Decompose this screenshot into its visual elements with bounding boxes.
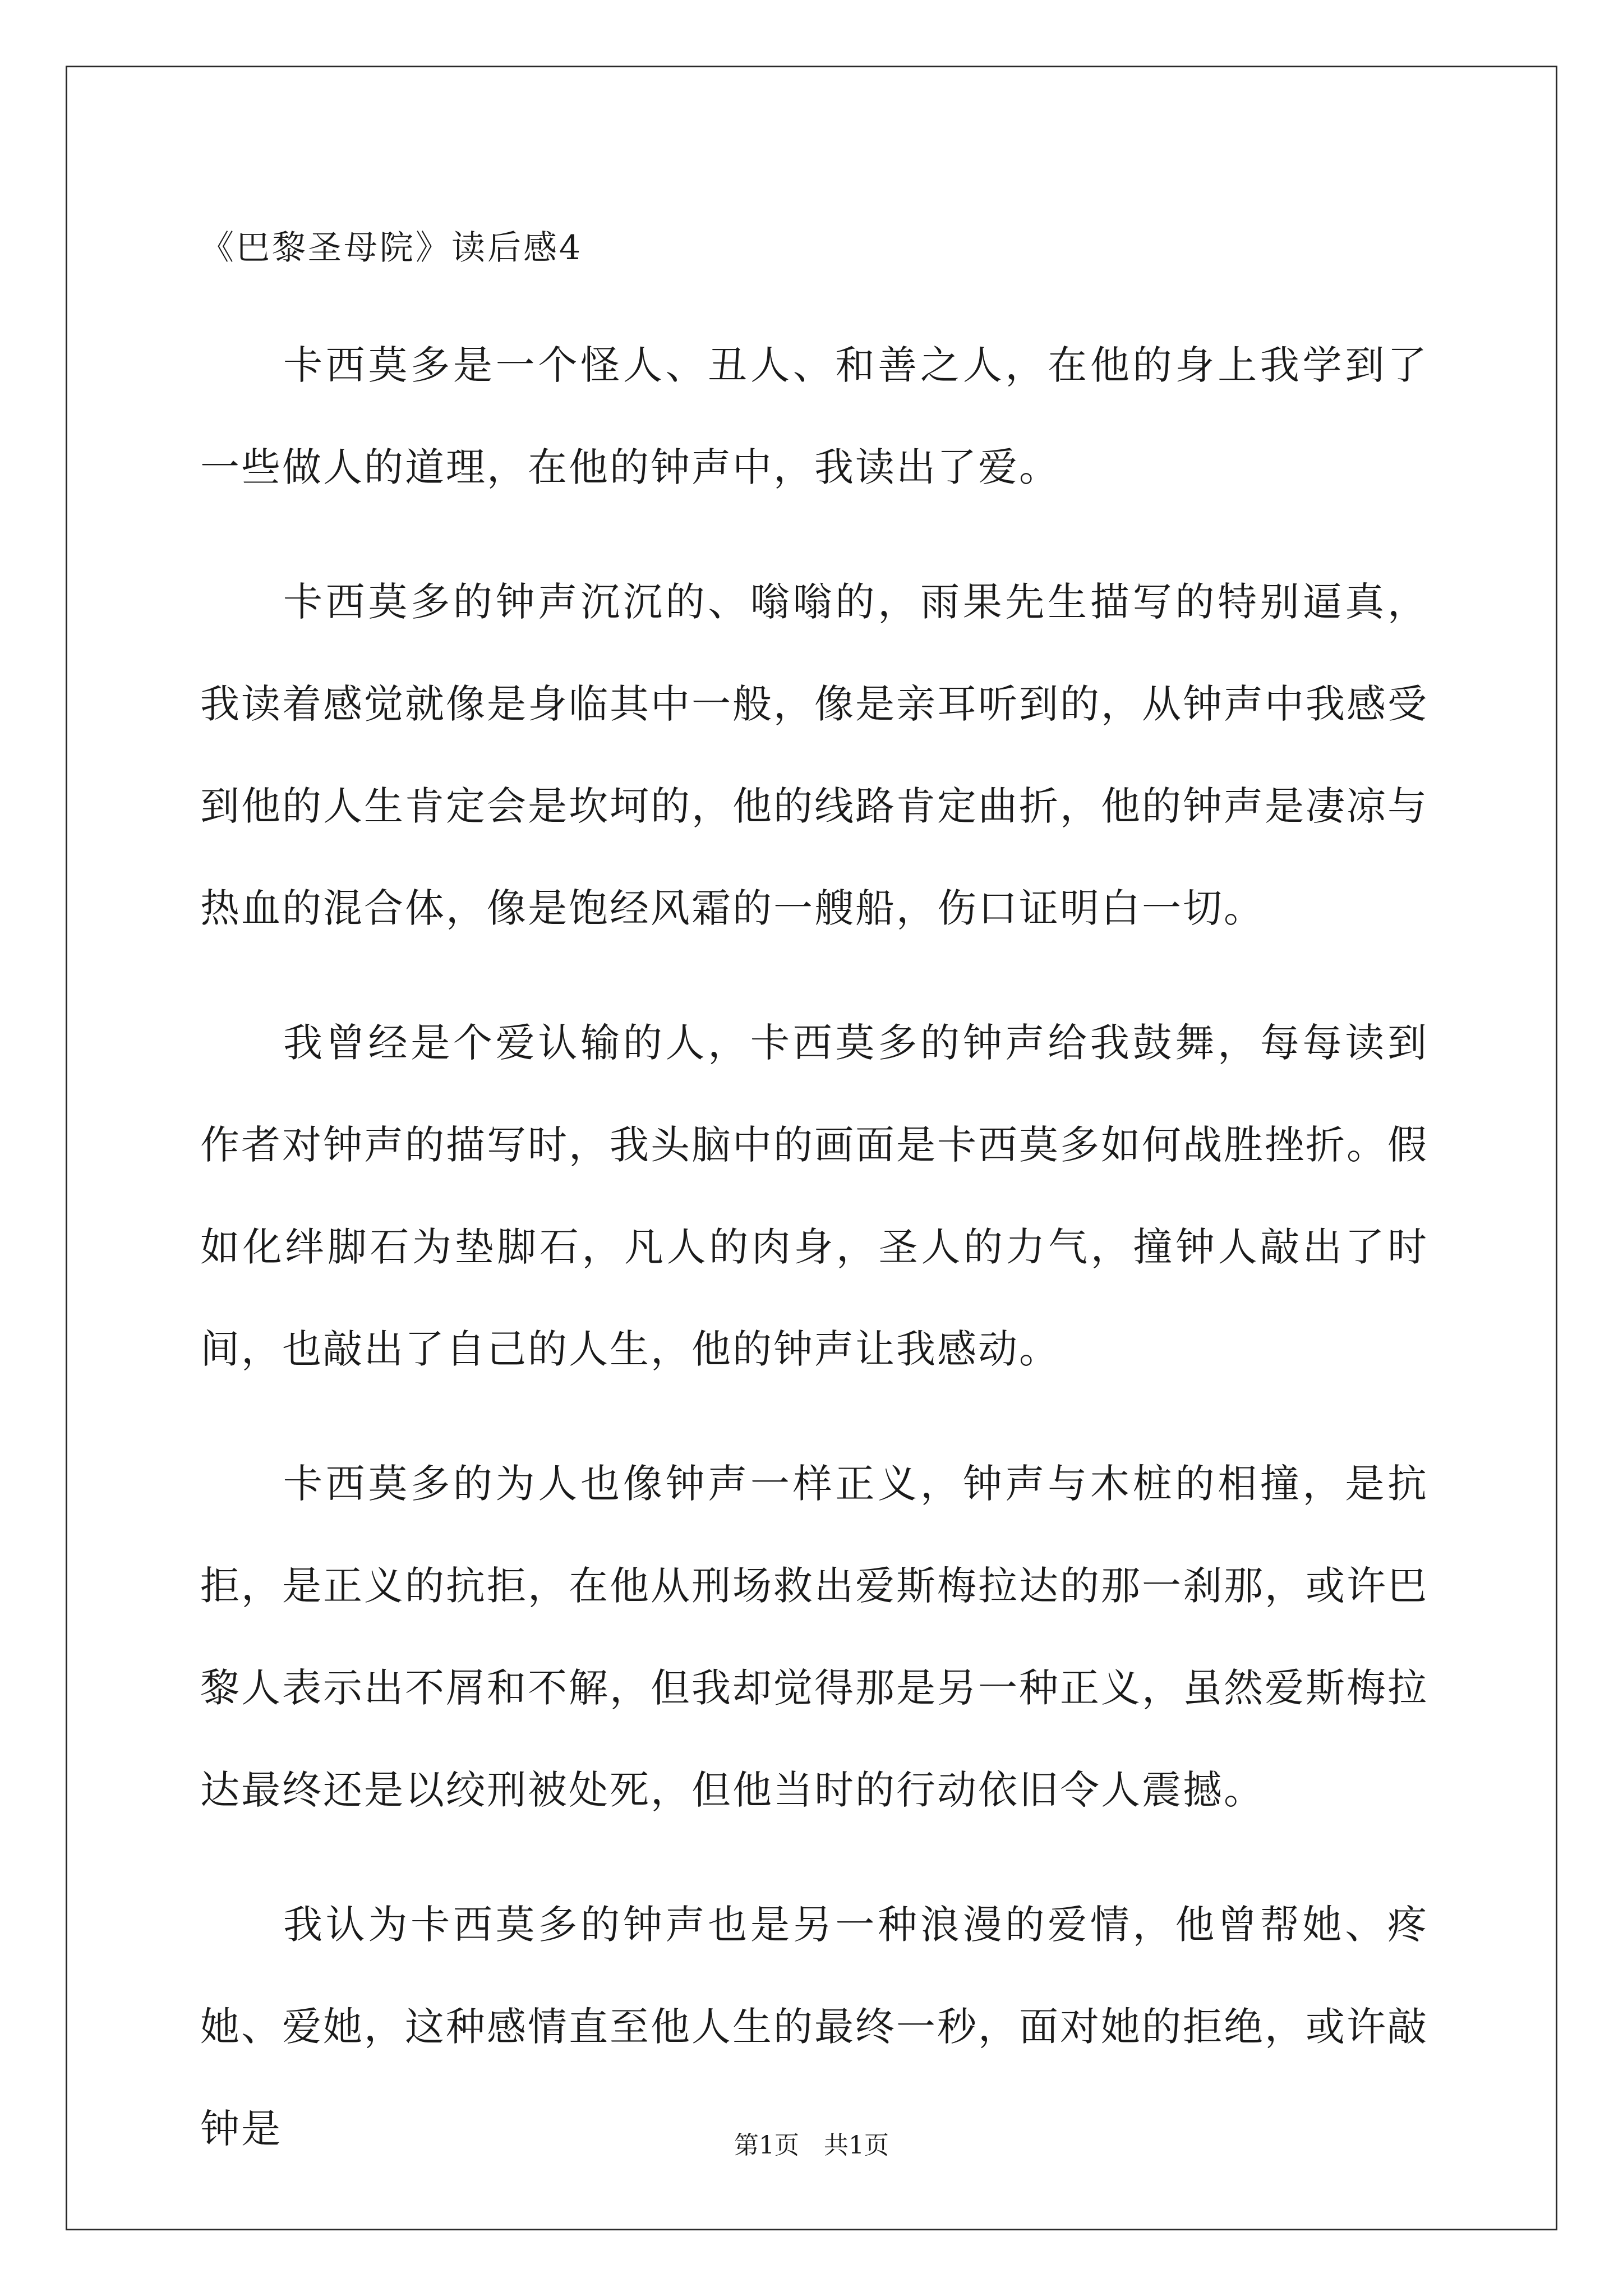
document-body [200,214,1428,2180]
page-footer [0,2129,1623,2162]
paragraph-4: 卡西莫多的为人也像钟声一样正义，钟声与木桩的相撞，是抗拒，是正义的抗拒，在他从刑场救出爱斯梅拉达的那一刹那，或许巴黎人表示出不屑和不解，但我却觉得那是另一种正义，虽然爱斯梅拉达最终还是以绞刑被处死，但他当时的行动依旧令人震撼。 [200,1461,1428,1813]
paragraph-1: 卡西莫多是一个怪人、丑人、和善之人，在他的身上我学到了一些做人的道理，在他的钟声中，我读出了爱。 [200,342,1428,490]
paragraph-5: 我认为卡西莫多的钟声也是另一种浪漫的爱情，他曾帮她、疼她、爱她，这种感情直至他人生的最终一秒，面对她的拒绝，或许敲钟是 [200,1902,1428,2152]
page-number: 第1页 [734,2131,799,2160]
paragraph-3: 我曾经是个爱认输的人，卡西莫多的钟声给我鼓舞，每每读到作者对钟声的描写时，我头脑中的画面是卡西莫多如何战胜挫折。假如化绊脚石为垫脚石，凡人的肉身，圣人的力气，撞钟人敲出了时间，也敲出了自己的人生，他的钟声让我感动。 [200,1020,1428,1372]
paragraph-2: 卡西莫多的钟声沉沉的、嗡嗡的，雨果先生描写的特别逼真，我读着感觉就像是身临其中一般，像是亲耳听到的，从钟声中我感受到他的人生肯定会是坎坷的，他的线路肯定曲折，他的钟声是凄凉与热血的混合体，像是饱经风霜的一艘船，伤口证明白一切。 [200,579,1428,931]
document-title: 《巴黎圣母院》读后感4 [200,228,583,268]
page-total: 共1页 [824,2131,889,2160]
